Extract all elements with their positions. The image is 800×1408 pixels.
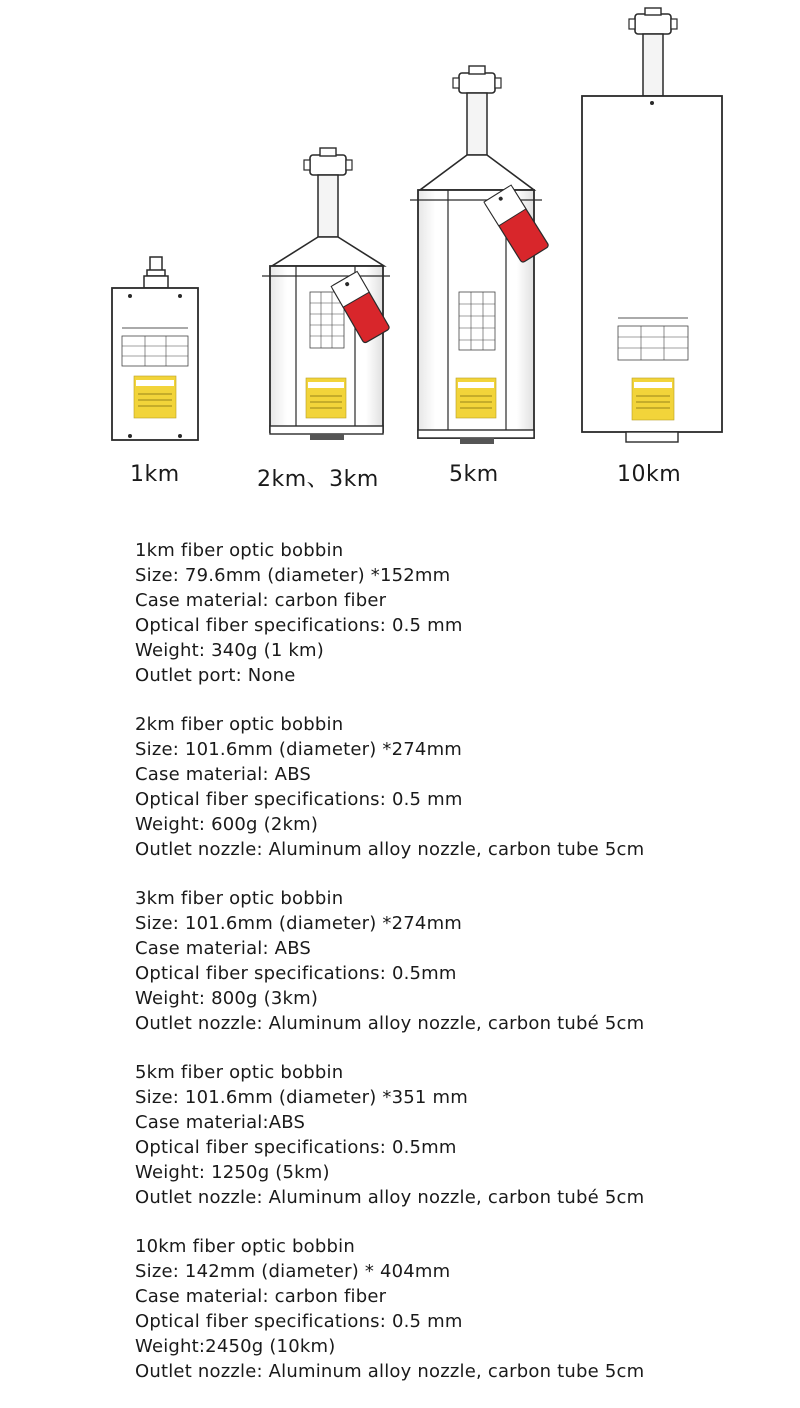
spec-block-10km: [135, 1234, 775, 1384]
spec-outlet: Outlet port: None: [135, 665, 296, 686]
spec-outlet: Outlet nozzle: Aluminum alloy nozzle, carbon tubé 5cm: [135, 1187, 645, 1208]
spec-outlet: Outlet nozzle: Aluminum alloy nozzle, carbon tube 5cm: [135, 839, 645, 860]
spec-title: 1km fiber optic bobbin: [135, 540, 344, 561]
spec-size: Size: 101.6mm (diameter) *274mm: [135, 913, 463, 934]
spec-weight: Weight: 1250g (5km): [135, 1162, 330, 1183]
spec-size: Size: 142mm (diameter) * 404mm: [135, 1261, 451, 1282]
spec-fiber: Optical fiber specifications: 0.5 mm: [135, 1311, 463, 1332]
spec-fiber: Optical fiber specifications: 0.5mm: [135, 963, 457, 984]
spec-block-5km: [135, 1060, 775, 1210]
spec-outlet: Outlet nozzle: Aluminum alloy nozzle, carbon tube 5cm: [135, 1361, 645, 1382]
spec-title: 2km fiber optic bobbin: [135, 714, 344, 735]
spec-weight: Weight: 800g (3km): [135, 988, 319, 1009]
spec-weight: Weight:2450g (10km): [135, 1336, 336, 1357]
label-10km: 10km: [617, 462, 682, 487]
product-illustrations: [0, 0, 800, 500]
spec-size: Size: 101.6mm (diameter) *274mm: [135, 739, 463, 760]
spec-title: 10km fiber optic bobbin: [135, 1236, 355, 1257]
spec-case-material: Case material: carbon fiber: [135, 1286, 387, 1307]
spec-list: [135, 538, 775, 1408]
label-5km: 5km: [449, 462, 499, 487]
spec-fiber: Optical fiber specifications: 0.5 mm: [135, 789, 463, 810]
spec-title: 5km fiber optic bobbin: [135, 1062, 344, 1083]
bobbin-10km-drawing: [582, 8, 722, 442]
label-2km-3km: 2km、3km: [257, 467, 379, 492]
spec-case-material: Case material:ABS: [135, 1112, 306, 1133]
label-1km: 1km: [130, 462, 180, 487]
spec-size: Size: 79.6mm (diameter) *152mm: [135, 565, 451, 586]
bobbin-2km-3km-drawing: [262, 148, 390, 440]
spec-fiber: Optical fiber specifications: 0.5 mm: [135, 615, 463, 636]
spec-size: Size: 101.6mm (diameter) *351 mm: [135, 1087, 468, 1108]
spec-block-1km: [135, 538, 775, 688]
spec-block-3km: [135, 886, 775, 1036]
spec-fiber: Optical fiber specifications: 0.5mm: [135, 1137, 457, 1158]
spec-title: 3km fiber optic bobbin: [135, 888, 344, 909]
spec-case-material: Case material: ABS: [135, 938, 312, 959]
spec-case-material: Case material: carbon fiber: [135, 590, 387, 611]
bobbin-1km-drawing: [112, 257, 198, 440]
spec-case-material: Case material: ABS: [135, 764, 312, 785]
spec-block-2km: [135, 712, 775, 862]
spec-weight: Weight: 600g (2km): [135, 814, 319, 835]
spec-outlet: Outlet nozzle: Aluminum alloy nozzle, carbon tubé 5cm: [135, 1013, 645, 1034]
spec-weight: Weight: 340g (1 km): [135, 640, 324, 661]
bobbin-5km-drawing: [410, 66, 549, 444]
